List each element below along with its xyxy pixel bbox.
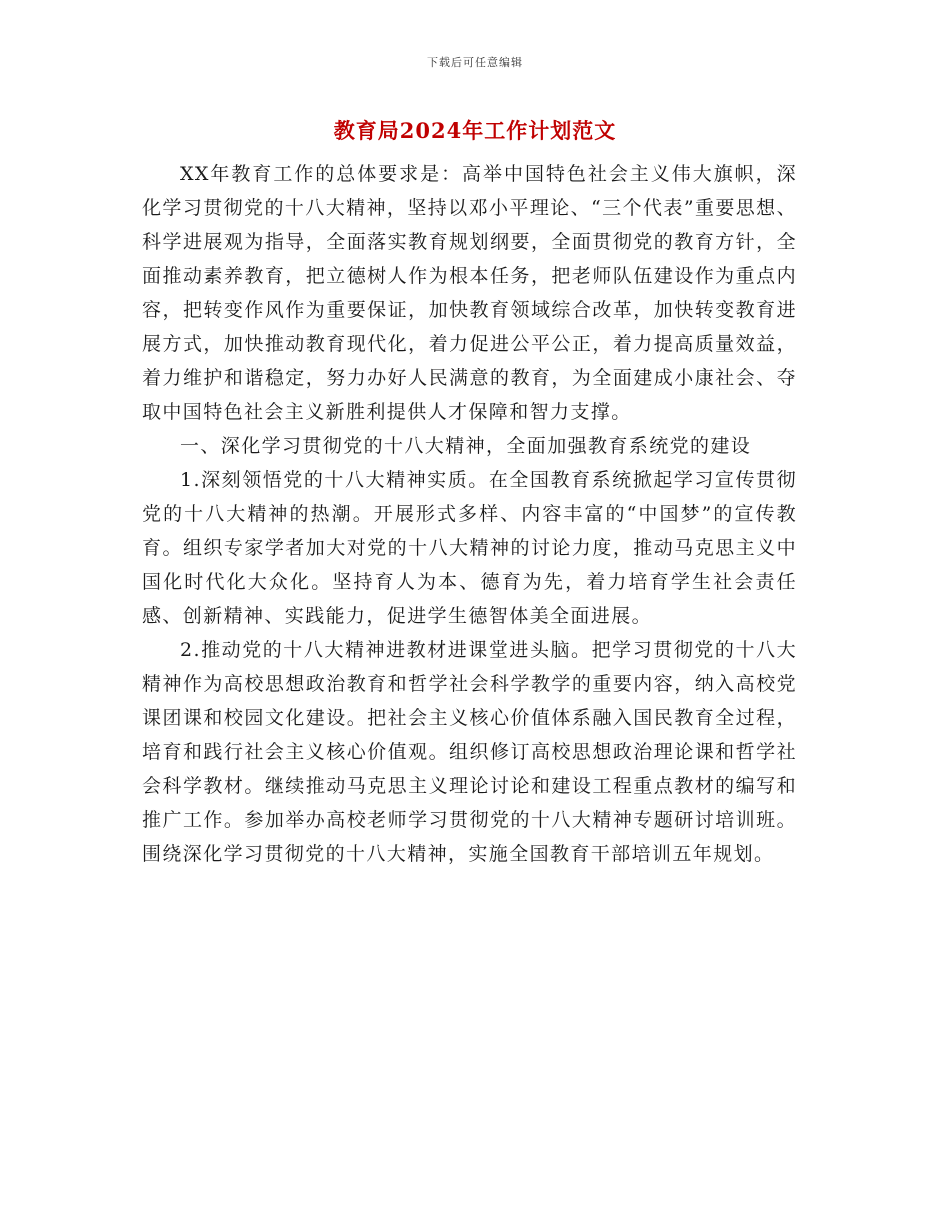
download-note: 下载后可任意编辑 (427, 56, 523, 69)
document-title: 教育局2024年工作计划范文 (333, 118, 617, 143)
section-heading-1: 一、深化学习贯彻党的十八大精神，全面加强教育系统党的建设 (180, 435, 752, 457)
item-paragraph-2: 2.推动党的十八大精神进教材进课堂进头脑。把学习贯彻党的十八大精神作为高校思想政治教育和哲学社会科学教学的重要内容，纳入高校党课团课和校园文化建设。把社会主义核心价值体系融入国民教育全过程，培育和践行社会主义核心价值观。组织修订高校思想政治理论课和哲学社会科学教材。继续推动马克思主义理论讨论和建设工程重点教材的编写和推广工作。参加举办高校老师学习贯彻党的十八大精神专题研讨培训班。围绕深化学习贯彻党的十八大精神，实施全国教育干部培训五年规划。 (142, 639, 797, 865)
item-paragraph-1: 1.深刻领悟党的十八大精神实质。在全国教育系统掀起学习宣传贯彻党的十八大精神的热潮。开展形式多样、内容丰富的“中国梦”的宣传教育。组织专家学者加大对党的十八大精神的讨论力度，推动马克思主义中国化时代化大众化。坚持育人为本、德育为先，着力培育学生社会责任感、创新精神、实践能力，促进学生德智体美全面进展。 (142, 469, 797, 627)
intro-paragraph: XX年教育工作的总体要求是：高举中国特色社会主义伟大旗帜，深化学习贯彻党的十八大精神，坚持以邓小平理论、“三个代表”重要思想、科学进展观为指导，全面落实教育规划纲要，全面贯彻党的教育方针，全面推动素养教育，把立德树人作为根本任务，把老师队伍建设作为重点内容，把转变作风作为重要保证，加快教育领域综合改革，加快转变教育进展方式，加快推动教育现代化，着力促进公平公正，着力提高质量效益，着力维护和谐稳定，努力办好人民满意的教育，为全面建成小康社会、夺取中国特色社会主义新胜利提供人才保障和智力支撑。 (142, 163, 797, 423)
document-body (142, 157, 797, 871)
